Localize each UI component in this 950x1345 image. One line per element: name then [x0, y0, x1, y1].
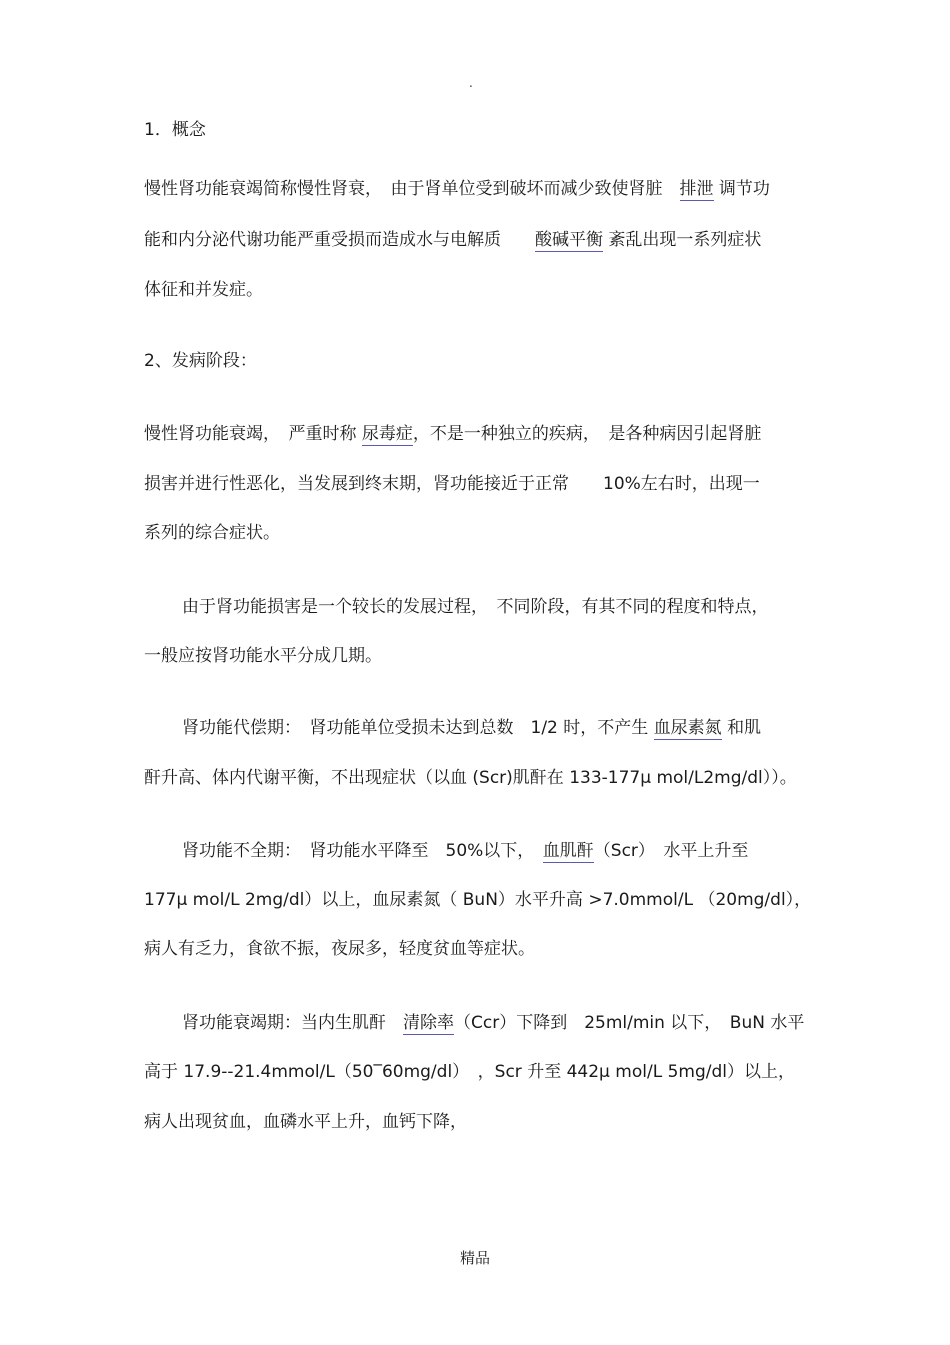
- p1-line-3: 系列的综合症状。: [144, 523, 280, 543]
- term-paixie: 排泄: [679, 179, 714, 199]
- p4-line-3: 病人有乏力，食欲不振，夜尿多，轻度贫血等症状。: [144, 939, 535, 959]
- sec1-line-2: [144, 229, 761, 251]
- p2-line-1: 由于肾功能损害是一个较长的发展过程， 不同阶段，有其不同的程度和特点，: [182, 597, 769, 617]
- text-segment: 肾功能代偿期： 肾功能单位受损未达到总数 1/2 时，不产生: [182, 718, 654, 738]
- text-segment: （Scr） 水平上升至: [593, 841, 749, 861]
- footer-label: 精品: [459, 1249, 490, 1267]
- text-segment: 慢性肾功能衰竭， 严重时称: [144, 424, 362, 444]
- p3-line-2: 酐升高、体内代谢平衡，不出现症状（以血 (Scr)肌酐在 133-177µ mol/L2mg/dl））。: [144, 768, 797, 788]
- text-segment: ，不是一种独立的疾病， 是各种病因引起肾脏: [412, 424, 762, 444]
- sec1-line-1: [144, 178, 770, 200]
- term-uremia: 尿毒症: [361, 424, 413, 444]
- section-2-title: 2、发病阶段：: [144, 351, 257, 371]
- text-segment: （Ccr）下降到 25ml/min 以下， BuN 水平: [454, 1013, 805, 1033]
- text-segment: 紊乱出现一系列症状: [603, 230, 762, 250]
- p1-line-2: 损害并进行性恶化，当发展到终末期，肾功能接近于正常 10%左右时，出现一: [144, 474, 760, 494]
- p5-line-1: [182, 1012, 804, 1034]
- term-bun: 血尿素氮: [653, 718, 722, 738]
- p5-line-2: 高于 17.9--21.4mmol/L（50‾60mg/dl） ，Scr 升至 442µ mol/L 5mg/dl）以上，: [144, 1062, 795, 1082]
- term-acid-base: 酸碱平衡: [535, 230, 603, 250]
- p5-line-3: 病人出现贫血，血磷水平上升，血钙下降，: [144, 1112, 467, 1132]
- header-dot: .: [469, 76, 473, 90]
- term-clearance: 清除率: [403, 1013, 454, 1033]
- text-segment: 能和内分泌代谢功能严重受损而造成水与电解质: [144, 230, 535, 250]
- p3-line-1: [182, 717, 761, 739]
- text-segment: 肾功能不全期： 肾功能水平降至 50%以下，: [182, 841, 543, 861]
- sec1-line-3: 体征和并发症。: [144, 280, 263, 300]
- p2-line-2: 一般应按肾功能水平分成几期。: [144, 646, 382, 666]
- p4-line-2: 177µ mol/L 2mg/dl）以上，血尿素氮（ BuN）水平升高 >7.0mmol/L （20mg/dl），: [144, 890, 812, 910]
- p1-line-1: [144, 423, 761, 445]
- text-segment: 肾功能衰竭期：当内生肌酐: [182, 1013, 403, 1033]
- text-segment: 和肌: [721, 718, 762, 738]
- p4-line-1: [182, 840, 748, 862]
- text-segment: 慢性肾功能衰竭简称慢性肾衰， 由于肾单位受到破坏而减少致使肾脏: [144, 179, 680, 199]
- term-scr: 血肌酐: [542, 841, 594, 861]
- section-1-title: 1．概念: [144, 120, 206, 140]
- text-segment: 调节功: [713, 179, 770, 199]
